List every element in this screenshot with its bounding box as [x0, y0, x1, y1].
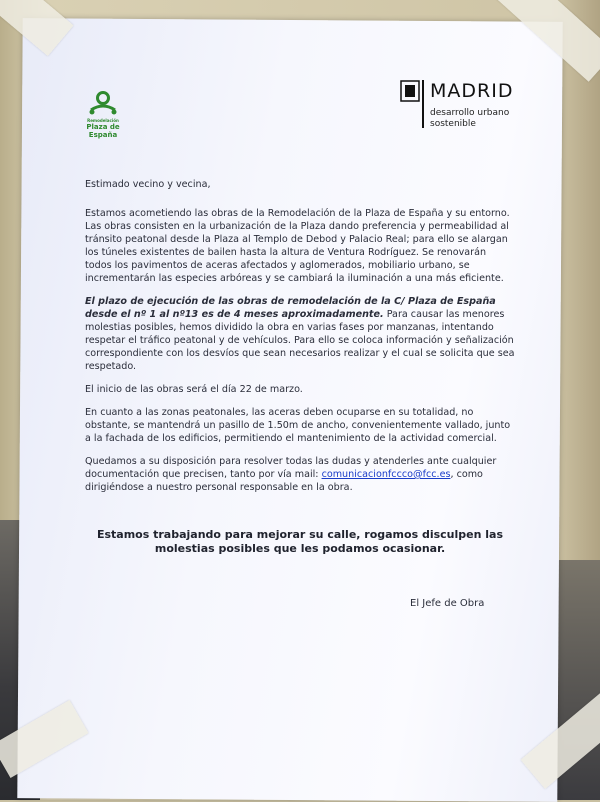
paragraph-contact: [85, 455, 515, 494]
letter-body: [85, 178, 515, 504]
logo-small-text: Remodelación: [87, 118, 119, 123]
paragraph-schedule: [85, 295, 515, 373]
logo-subtitle-line2: sostenible: [430, 119, 476, 129]
plaza-logo-icon: [88, 90, 118, 118]
schedule-emphasis: El plazo de ejecución de las obras de remodelación de la C/ Plaza de España desde el nº 1 al nº13 es de 4 meses aproximadamente.: [85, 296, 496, 320]
signature: El Jefe de Obra: [410, 598, 485, 609]
greeting: Estimado vecino y vecina,: [85, 179, 211, 190]
paragraph-start-date: El inicio de las obras será el día 22 de marzo.: [85, 384, 303, 395]
logo-name-line2: España: [88, 131, 118, 139]
logo-name-line1: Plaza de: [86, 123, 120, 131]
logo-subtitle: [430, 108, 509, 130]
madrid-crest-icon: [400, 80, 420, 102]
schedule-rest: Para causar las menores molestias posibles, hemos dividido la obra en varias fases por manzanas, intentando respetar el tráfico peatonal y de vehículos. Para ello se coloca información y señalización correspondiente con los desvíos que sean necesarios realizar y el cual se solicita que sea respetado.: [85, 309, 515, 372]
paragraph-pedestrian: En cuanto a las zonas peatonales, las aceras deben ocuparse en su totalidad, no obstante, se mantendrá un pasillo de 1.50m de ancho, convenientemente vallado, junto a la fachada de los edificios, permitiendo el mantenimiento de la actividad comercial.: [85, 407, 511, 444]
logo-divider: [422, 80, 424, 128]
plaza-espana-logo: [78, 90, 128, 139]
logo-city-name: MADRID: [430, 80, 514, 102]
paragraph-intro: Estamos acometiendo las obras de la Remodelación de la Plaza de España y su entorno. Las obras consisten en la urbanización de la Plaza dando preferencia y permeabilidad al tránsito peatonal desde la Plaza al Templo de Debod y Palacio Real; para ello se alargan los túneles existentes de bailen hasta la altura de Ventura Rodríguez. Se renovarán todos los pavimentos de aceras afectados y aglomerados, mobiliario urbano, se incrementarán las especies arbóreas y se cambiará la iluminación a una más eficiente.: [85, 208, 510, 284]
closing-message: Estamos trabajando para mejorar su calle, rogamos disculpen las molestias posibles que les podamos ocasionar.: [96, 528, 504, 555]
contact-before: Quedamos a su disposición para resolver todas las dudas y atenderles ante cualquier documentación que precisen, tanto por vía mail:: [85, 456, 497, 480]
contact-after: , como dirigiéndose a nuestro personal responsable en la obra.: [85, 469, 483, 493]
email-link[interactable]: comunicacionfccco@fcc.es: [321, 469, 451, 480]
logo-subtitle-line1: desarrollo urbano: [430, 108, 510, 118]
